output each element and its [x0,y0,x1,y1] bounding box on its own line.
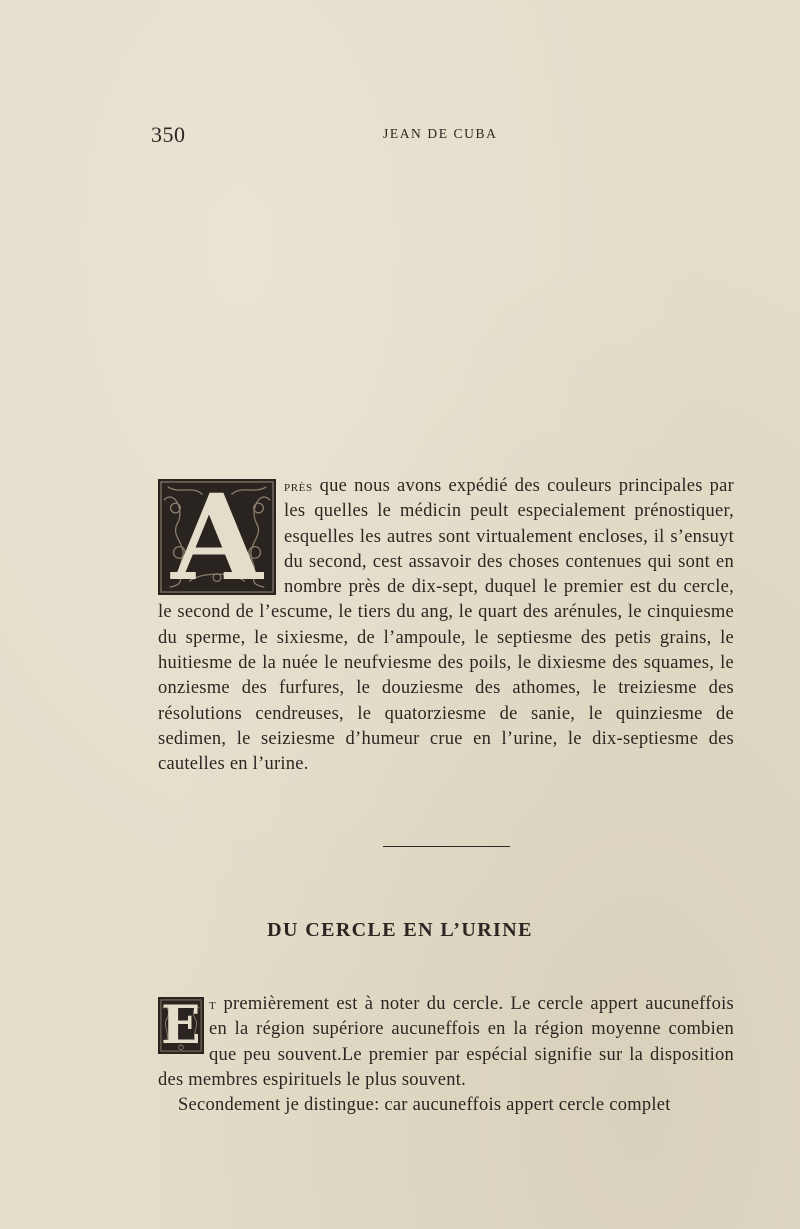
ornamental-dropcap-a [158,468,276,607]
page-number: 350 [151,122,186,147]
paragraph-text: premièrement est à noter du cercle. Le cercle appert aucuneffois en la région supériore aucuneffois en la région moyenne combien que peu souvent.Le premier par espécial signifie sur la disposition des membres espirituels le plus souvent. [158,994,734,1090]
section-divider [383,846,510,847]
paragraph-continuation: Secondement je distingue: car aucuneffois appert cercle complet [178,1095,671,1116]
dropcap-letter: A [171,468,263,607]
running-head [151,122,737,152]
paragraph-1 [158,468,734,778]
paragraph-2 [158,992,734,1118]
running-title: JEAN DE CUBA [383,126,498,141]
ornamental-dropcap-e [158,997,204,1054]
dropcap-letter: E [161,995,201,1056]
section-title: DU CERCLE EN L’URINE [267,919,533,941]
paragraph-lead: t [209,996,217,1013]
paragraph-text: que nous avons expédié des couleurs principales par les quelles le médicin peult especialement prénostiquer, esquelles les autres sont virtualement encloses, il s’ensuyt du second, cest assavoir des choses contenues qui sont en nombre près de dix-sept, duquel le premier est du cercle, le second de l’escume, le tiers du ang, le quart des arénules, le cinquiesme du sperme, le sixiesme, de l’ampoule, le septiesme des petis grains, le huitiesme de la nuée le neufviesme des poils, le dixiesme des squames, le onziesme des furfures, le douziesme des athomes, le treiziesme des résolutions cendreuses, le quatorziesme de sanie, le quinziesme de sedimen, le seiziesme d’humeur crue en l’urine, le dix-septiesme des cautelles en l’urine. [158,476,734,775]
paragraph-lead: près [284,478,313,495]
